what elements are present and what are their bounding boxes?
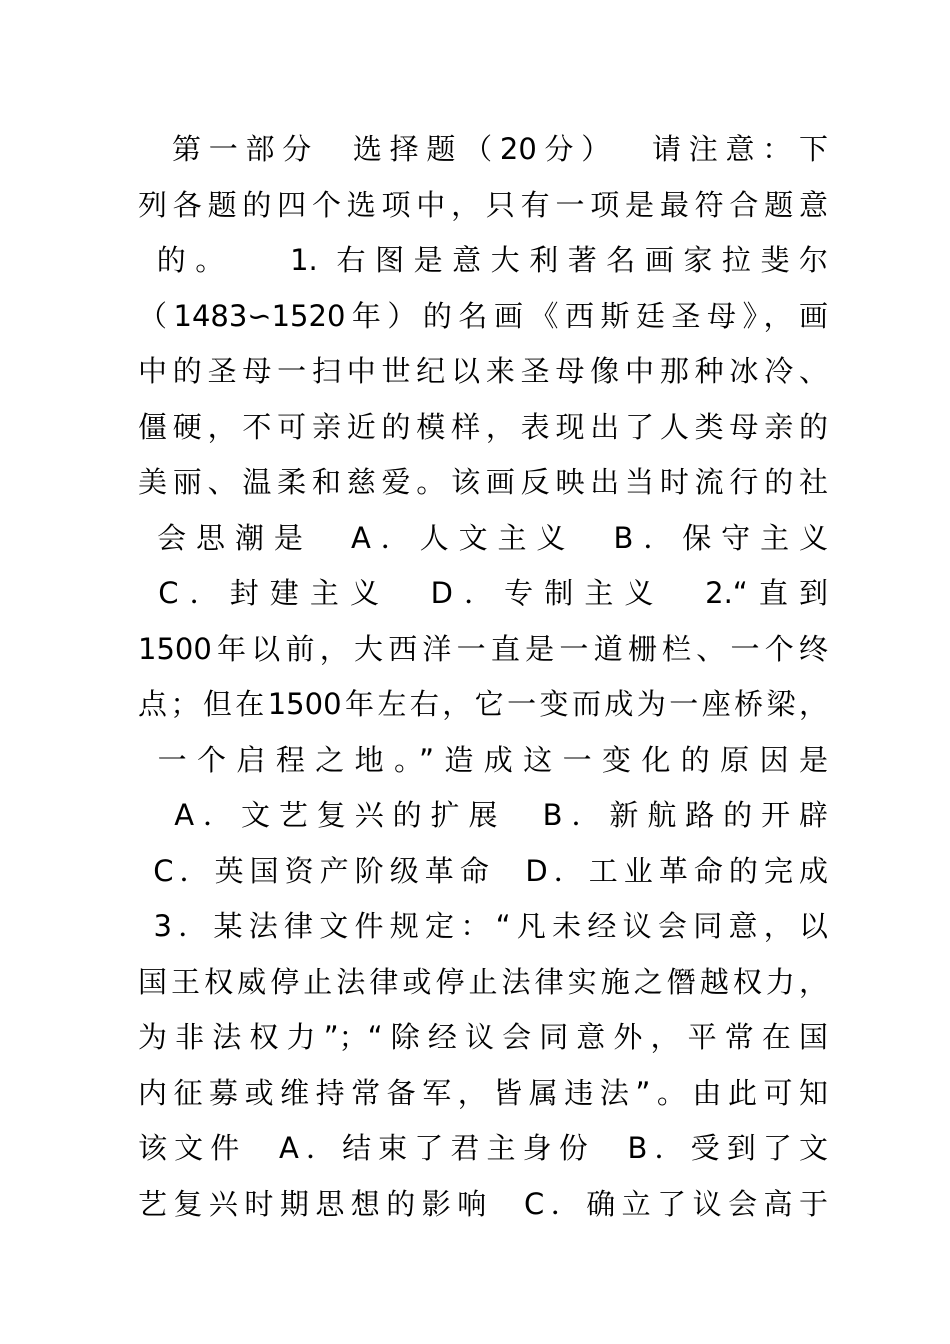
text-line: 美丽、温柔和慈爱。该画反映出当时流行的社 [138,465,828,499]
text-line: 会思潮是 A．人文主义 B．保守主义 [138,520,828,555]
text-line: C．封建主义 D．专制主义 2.“直到 [138,576,828,610]
text-line: 内征募或维持常备军，皆属违法”。由此可知 [138,1075,828,1110]
text-line: 点；但在1500年左右，它一变而成为一座桥梁， [138,687,828,721]
question-text-block [138,122,828,1232]
text-line: 国王权威停止法律或停止法律实施之僭越权力， [138,964,828,999]
text-line: 中的圣母一扫中世纪以来圣母像中那种冰冷、 [138,354,828,388]
text-line: C．英国资产阶级革命 D．工业革命的完成 [138,853,828,888]
text-line: 第一部分 选择题（20分） 请注意：下 [138,132,828,166]
text-line: （1483∽1520年）的名画《西斯廷圣母》，画 [138,298,828,333]
text-line: 列各题的四个选项中，只有一项是最符合题意 [138,187,828,222]
text-line: 该文件 A．结束了君主身份 B．受到了文 [138,1131,828,1165]
text-line: 3．某法律文件规定：“凡未经议会同意，以 [138,909,828,943]
text-line: 艺复兴时期思想的影响 C．确立了议会高于 [138,1186,828,1221]
text-line: 的。 1. 右图是意大利著名画家拉斐尔 [138,243,828,277]
text-line: 为非法权力”；“除经议会同意外，平常在国 [138,1020,828,1054]
text-line: 1500年以前，大西洋一直是一道栅栏、一个终 [138,631,828,666]
text-line: A．文艺复兴的扩展 B．新航路的开辟 [138,798,828,832]
text-line: 僵硬，不可亲近的模样，表现出了人类母亲的 [138,409,828,444]
text-line: 一个启程之地。”造成这一变化的原因是 [138,742,828,777]
